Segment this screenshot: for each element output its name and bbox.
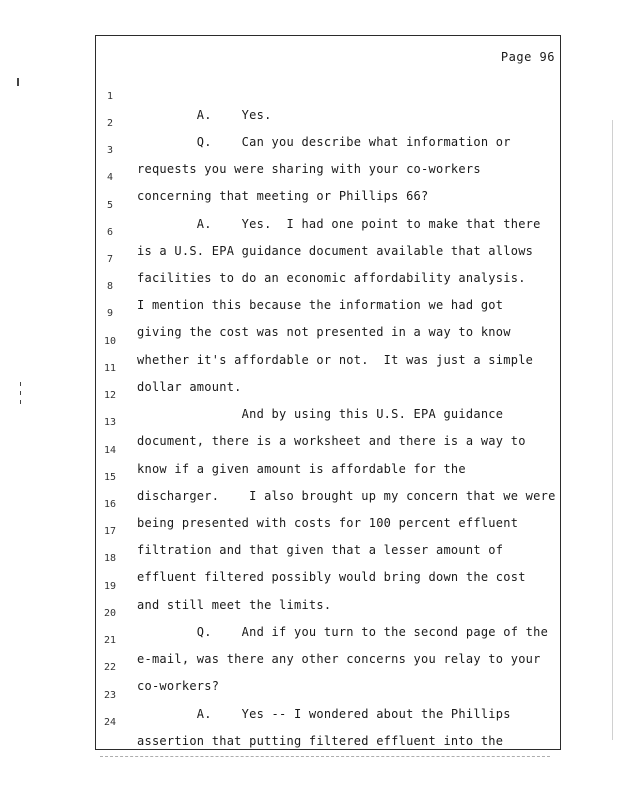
line-number: 22 bbox=[103, 662, 117, 673]
line-number: 20 bbox=[103, 608, 117, 619]
transcript-line bbox=[0, 206, 618, 258]
line-text: Q. Can you describe what information or bbox=[137, 135, 511, 149]
line-text: assertion that putting filtered effluent into the bbox=[137, 734, 504, 748]
line-number: 21 bbox=[103, 635, 117, 646]
line-text: dollar amount. bbox=[137, 380, 242, 394]
scan-mark bbox=[612, 120, 613, 740]
line-number: 3 bbox=[106, 145, 114, 156]
transcript-line bbox=[0, 424, 618, 476]
line-text: being presented with costs for 100 percent effluent bbox=[137, 516, 519, 530]
transcript-line bbox=[0, 451, 618, 503]
line-number: 7 bbox=[106, 254, 114, 265]
line-number: 11 bbox=[103, 363, 117, 374]
transcript-line bbox=[0, 342, 618, 394]
scan-mark bbox=[17, 78, 19, 86]
line-number: 16 bbox=[103, 499, 117, 510]
line-number: 8 bbox=[106, 281, 114, 292]
line-number: 14 bbox=[103, 445, 117, 456]
transcript-line bbox=[0, 369, 618, 421]
page-number: Page 96 bbox=[500, 50, 555, 64]
line-number: 18 bbox=[103, 553, 117, 564]
transcript-line bbox=[0, 505, 618, 557]
transcript-line bbox=[0, 696, 618, 748]
transcript-line bbox=[0, 287, 618, 339]
line-text: filtration and that given that a lesser amount of bbox=[137, 543, 504, 557]
transcript-line bbox=[0, 478, 618, 530]
scan-mark bbox=[20, 382, 21, 386]
scan-bottom-noise bbox=[100, 756, 550, 759]
transcript-line bbox=[0, 560, 618, 612]
line-text: effluent filtered possibly would bring down the cost bbox=[137, 570, 526, 584]
line-text: is a U.S. EPA guidance document available that allows bbox=[137, 244, 534, 258]
line-number: 9 bbox=[106, 308, 114, 319]
line-text: co-workers? bbox=[137, 679, 220, 693]
line-text: whether it's affordable or not. It was just a simple bbox=[137, 353, 534, 367]
line-text: concerning that meeting or Phillips 66? bbox=[137, 189, 429, 203]
line-number: 4 bbox=[106, 172, 114, 183]
transcript-line bbox=[0, 614, 618, 666]
line-number: 13 bbox=[103, 417, 117, 428]
line-number: 2 bbox=[106, 118, 114, 129]
line-number: 1 bbox=[106, 91, 114, 102]
line-number: 6 bbox=[106, 227, 114, 238]
transcript-line bbox=[0, 532, 618, 584]
transcript-line bbox=[0, 179, 618, 231]
line-number: 23 bbox=[103, 690, 117, 701]
line-text: facilities to do an economic affordability analysis. bbox=[137, 271, 526, 285]
line-text: and still meet the limits. bbox=[137, 598, 332, 612]
line-number: 10 bbox=[103, 336, 117, 347]
transcript-line bbox=[0, 124, 618, 176]
line-text: And by using this U.S. EPA guidance bbox=[137, 407, 504, 421]
line-number: 24 bbox=[103, 717, 117, 728]
line-text: I mention this because the information we had got bbox=[137, 298, 504, 312]
line-number: 5 bbox=[106, 200, 114, 211]
transcript-line bbox=[0, 260, 618, 312]
transcript-line bbox=[0, 315, 618, 367]
line-number: 17 bbox=[103, 526, 117, 537]
transcript-line bbox=[0, 587, 618, 639]
scan-mark bbox=[20, 400, 21, 404]
line-text: discharger. I also brought up my concern that we were bbox=[137, 489, 556, 503]
scan-mark bbox=[20, 391, 21, 395]
transcript-line bbox=[0, 233, 618, 285]
line-text: A. Yes. bbox=[137, 108, 272, 122]
line-number: 19 bbox=[103, 581, 117, 592]
transcript-line bbox=[0, 97, 618, 149]
transcript-line bbox=[0, 396, 618, 448]
line-number: 15 bbox=[103, 472, 117, 483]
line-text: e-mail, was there any other concerns you relay to your bbox=[137, 652, 541, 666]
line-text: requests you were sharing with your co-workers bbox=[137, 162, 481, 176]
line-text: A. Yes. I had one point to make that there bbox=[137, 217, 541, 231]
line-text: know if a given amount is affordable for the bbox=[137, 462, 466, 476]
transcript-line bbox=[0, 151, 618, 203]
line-number: 12 bbox=[103, 390, 117, 401]
transcript-line bbox=[0, 669, 618, 721]
line-text: A. Yes -- I wondered about the Phillips bbox=[137, 707, 511, 721]
transcript-line bbox=[0, 70, 618, 122]
transcript-line bbox=[0, 641, 618, 693]
line-text: giving the cost was not presented in a way to know bbox=[137, 325, 511, 339]
line-text: Q. And if you turn to the second page of the bbox=[137, 625, 549, 639]
line-text: document, there is a worksheet and there is a way to bbox=[137, 434, 526, 448]
